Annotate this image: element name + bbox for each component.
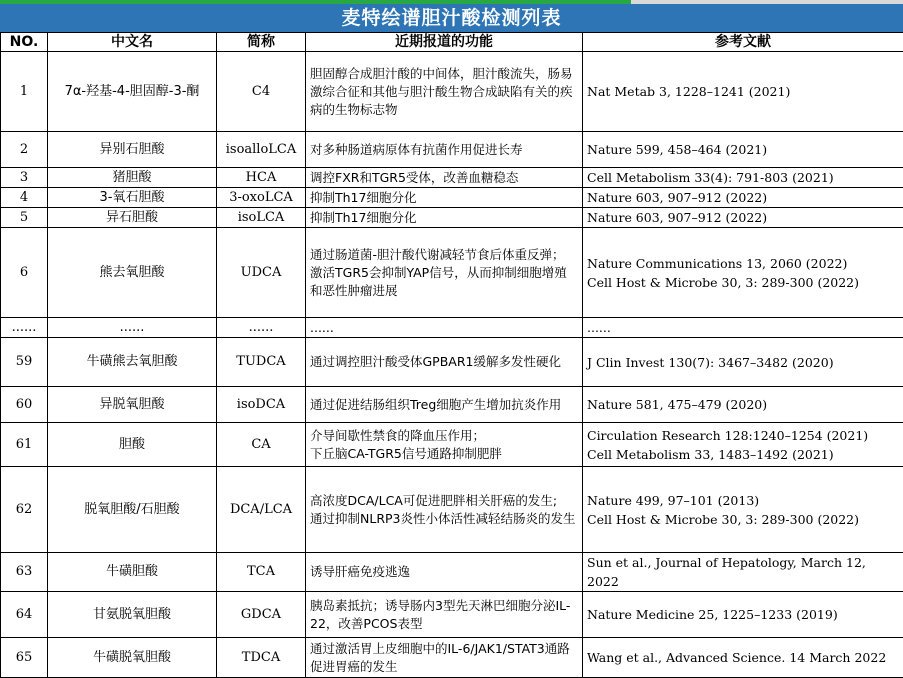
- function-line: 通过激活胃上皮细胞中的IL-6/JAK1/STAT3通路促进胃癌的发生: [310, 640, 578, 676]
- cell-references: [583, 467, 903, 553]
- cell-references: [583, 208, 903, 228]
- cell-abbreviation: HCA: [217, 168, 306, 188]
- cell-no: 64: [1, 592, 48, 638]
- table-row: [1, 467, 903, 553]
- cell-chinese-name: 3-氧石胆酸: [48, 188, 217, 208]
- cell-chinese-name: ......: [48, 318, 217, 338]
- cell-references: [583, 387, 903, 423]
- reference-line: Nat Metab 3, 1228–1241 (2021): [587, 82, 899, 101]
- cell-references: [583, 318, 903, 338]
- table-row: [1, 638, 903, 678]
- cell-chinese-name: 异别石胆酸: [48, 132, 217, 168]
- table-row: [1, 52, 903, 132]
- cell-references: [583, 553, 903, 592]
- reference-line: Nature 581, 475–479 (2020): [587, 395, 899, 414]
- cell-no: 5: [1, 208, 48, 228]
- header-row: [1, 33, 903, 52]
- table-title: 麦特绘谱胆汁酸检测列表: [0, 4, 903, 32]
- function-line: 高浓度DCA/LCA可促进肥胖相关肝癌的发生;: [310, 492, 578, 510]
- function-line: 激活TGR5会抑制YAP信号，从而抑制细胞增殖和恶性肿瘤进展: [310, 264, 578, 300]
- function-line: 诱导肝癌免疫逃逸: [310, 563, 578, 581]
- function-line: 胆固醇合成胆汁酸的中间体，胆汁酸流失，肠易激综合征和其他与胆汁酸生物合成缺陷有关的疾病的生物标志物: [310, 65, 578, 119]
- reference-line: Nature 499, 97–101 (2013): [587, 491, 899, 510]
- cell-references: [583, 423, 903, 467]
- cell-chinese-name: 异石胆酸: [48, 208, 217, 228]
- cell-no: 63: [1, 553, 48, 592]
- cell-abbreviation: 3-oxoLCA: [217, 188, 306, 208]
- reference-line: Cell Metabolism 33, 1483–1492 (2021): [587, 445, 899, 464]
- cell-function: [306, 132, 583, 168]
- cell-no: 3: [1, 168, 48, 188]
- header-references: 参考文献: [583, 33, 903, 52]
- table-row: [1, 592, 903, 638]
- cell-chinese-name: 猪胆酸: [48, 168, 217, 188]
- cell-abbreviation: TCA: [217, 553, 306, 592]
- cell-references: [583, 338, 903, 387]
- cell-function: [306, 338, 583, 387]
- cell-no: ......: [1, 318, 48, 338]
- bile-acid-table: [0, 32, 903, 678]
- cell-function: [306, 423, 583, 467]
- cell-function: [306, 52, 583, 132]
- table-row: [1, 168, 903, 188]
- cell-chinese-name: 牛磺脱氧胆酸: [48, 638, 217, 678]
- reference-line: Sun et al., Journal of Hepatology, March 12, 2022: [587, 553, 899, 591]
- cell-abbreviation: CA: [217, 423, 306, 467]
- function-line: 抑制Th17细胞分化: [310, 209, 578, 227]
- cell-no: 6: [1, 228, 48, 318]
- reference-line: Nature Communications 13, 2060 (2022): [587, 254, 899, 273]
- reference-line: Nature 603, 907–912 (2022): [587, 208, 899, 227]
- cell-function: [306, 168, 583, 188]
- cell-abbreviation: isoLCA: [217, 208, 306, 228]
- cell-abbreviation: isoDCA: [217, 387, 306, 423]
- cell-no: 60: [1, 387, 48, 423]
- function-line: 介导间歇性禁食的降血压作用；: [310, 427, 578, 445]
- cell-chinese-name: 甘氨脱氧胆酸: [48, 592, 217, 638]
- cell-no: 61: [1, 423, 48, 467]
- cell-function: [306, 208, 583, 228]
- function-line: 抑制Th17细胞分化: [310, 189, 578, 207]
- cell-abbreviation: TUDCA: [217, 338, 306, 387]
- reference-line: Nature Medicine 25, 1225–1233 (2019): [587, 605, 899, 624]
- cell-abbreviation: C4: [217, 52, 306, 132]
- function-line: 胰岛素抵抗；诱导肠内3型先天淋巴细胞分泌IL-22，改善PCOS表型: [310, 597, 578, 633]
- cell-chinese-name: 牛磺胆酸: [48, 553, 217, 592]
- cell-chinese-name: 胆酸: [48, 423, 217, 467]
- reference-line: ......: [587, 318, 899, 337]
- cell-no: 4: [1, 188, 48, 208]
- reference-line: Cell Host & Microbe 30, 3: 289-300 (2022): [587, 273, 899, 292]
- cell-references: [583, 52, 903, 132]
- table-row: [1, 338, 903, 387]
- table-body: [1, 52, 903, 678]
- function-line: 对多种肠道病原体有抗菌作用促进长寿: [310, 141, 578, 159]
- cell-function: [306, 228, 583, 318]
- function-line: ......: [310, 319, 578, 337]
- cell-function: [306, 467, 583, 553]
- cell-abbreviation: GDCA: [217, 592, 306, 638]
- function-line: 调控FXR和TGR5受体，改善血糖稳态: [310, 169, 578, 187]
- cell-references: [583, 638, 903, 678]
- reference-line: Nature 603, 907–912 (2022): [587, 188, 899, 207]
- cell-no: 59: [1, 338, 48, 387]
- cell-abbreviation: UDCA: [217, 228, 306, 318]
- reference-line: Circulation Research 128:1240–1254 (2021): [587, 426, 899, 445]
- cell-no: 62: [1, 467, 48, 553]
- cell-chinese-name: 7α-羟基-4-胆固醇-3-酮: [48, 52, 217, 132]
- cell-function: [306, 553, 583, 592]
- cell-abbreviation: ......: [217, 318, 306, 338]
- header-function: 近期报道的功能: [306, 33, 583, 52]
- cell-references: [583, 228, 903, 318]
- cell-chinese-name: 牛磺熊去氧胆酸: [48, 338, 217, 387]
- table-row: [1, 188, 903, 208]
- function-line: 通过抑制NLRP3炎性小体活性减轻结肠炎的发生: [310, 510, 578, 528]
- cell-chinese-name: 熊去氧胆酸: [48, 228, 217, 318]
- function-line: 通过调控胆汁酸受体GPBAR1缓解多发性硬化: [310, 353, 578, 371]
- table-row: [1, 553, 903, 592]
- cell-abbreviation: isoalloLCA: [217, 132, 306, 168]
- table-row: [1, 228, 903, 318]
- cell-references: [583, 188, 903, 208]
- header-abbreviation: 简称: [217, 33, 306, 52]
- cell-chinese-name: 脱氧胆酸/石胆酸: [48, 467, 217, 553]
- table-row: [1, 132, 903, 168]
- function-line: 通过促进结肠组织Treg细胞产生增加抗炎作用: [310, 396, 578, 414]
- cell-no: 65: [1, 638, 48, 678]
- reference-line: Cell Metabolism 33(4): 791-803 (2021): [587, 168, 899, 187]
- function-line: 下丘脑CA-TGR5信号通路抑制肥胖: [310, 445, 578, 463]
- reference-line: J Clin Invest 130(7): 3467–3482 (2020): [587, 353, 899, 372]
- cell-references: [583, 592, 903, 638]
- table-row: [1, 387, 903, 423]
- header-no: NO.: [1, 33, 48, 52]
- cell-references: [583, 132, 903, 168]
- cell-references: [583, 168, 903, 188]
- cell-function: [306, 592, 583, 638]
- cell-no: 1: [1, 52, 48, 132]
- cell-abbreviation: DCA/LCA: [217, 467, 306, 553]
- reference-line: Cell Host & Microbe 30, 3: 289-300 (2022): [587, 510, 899, 529]
- cell-function: [306, 188, 583, 208]
- cell-no: 2: [1, 132, 48, 168]
- cell-function: [306, 638, 583, 678]
- table-row: [1, 423, 903, 467]
- cell-abbreviation: TDCA: [217, 638, 306, 678]
- reference-line: Nature 599, 458–464 (2021): [587, 140, 899, 159]
- cell-chinese-name: 异脱氧胆酸: [48, 387, 217, 423]
- reference-line: Wang et al., Advanced Science. 14 March 2022: [587, 648, 899, 667]
- table-row: [1, 208, 903, 228]
- table-row: [1, 318, 903, 338]
- header-chinese-name: 中文名: [48, 33, 217, 52]
- function-line: 通过肠道菌-胆汁酸代谢减轻节食后体重反弹；: [310, 246, 578, 264]
- cell-function: [306, 318, 583, 338]
- cell-function: [306, 387, 583, 423]
